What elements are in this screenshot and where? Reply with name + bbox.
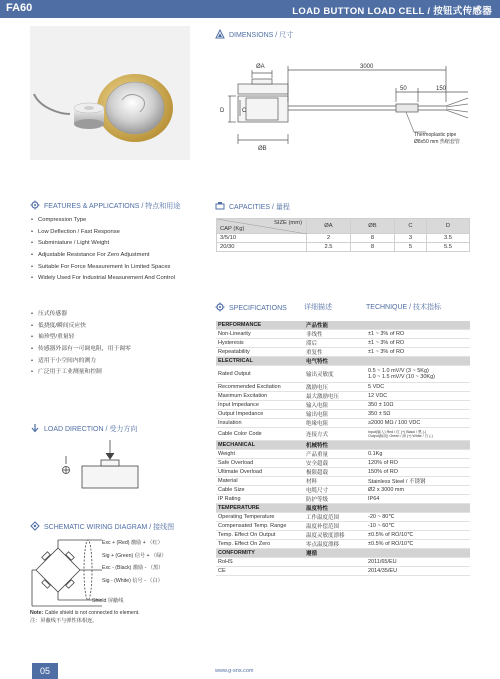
col-header: D [426,219,469,234]
spec-value: IP64 [366,495,470,504]
section-features-title: FEATURES & APPLICATIONS / 特点和用途 [44,203,181,210]
spec-value [366,366,470,383]
table-row [216,392,470,401]
dim-label-a: ØA [256,64,265,70]
spec-value-line: 0.5 ~ 1.0 mV/V (3 ~ 5Kg) [368,368,429,375]
spec-value: ≥2000 MΩ / 100 VDC [366,419,470,428]
table-row [217,234,470,243]
gear-icon [215,302,225,312]
table-row [216,558,470,567]
group-label: TEMPERATURE [216,504,304,513]
table-row [216,513,470,522]
group-row [216,504,470,513]
dimension-drawing [214,56,476,184]
group-label-cn: 电气特性 [304,357,470,366]
table-cell: 5.5 [426,243,469,252]
group-label: PERFORMANCE [216,321,304,330]
color-code-output: Output(输出) Green / 绿 (+) White / 白 (-) [368,434,433,439]
list-item: • 适用于小空间内的测力 [31,356,131,368]
spec-value: 2014/35/EU [366,567,470,576]
spec-name-cn: 温度补偿范围 [304,522,366,531]
wiring-labels [102,537,167,587]
load-direction-diagram [56,436,176,500]
table-cell: 8 [350,234,394,243]
group-label: ELECTRICAL [216,357,304,366]
spec-name: Non-Linearity [216,330,304,339]
dim-label-b: ØB [258,146,267,152]
features-list-en [31,215,175,285]
spec-value: ±1 ~ 3% of RO [366,348,470,357]
wire-sig-plus: Sig + (Green) 信号 + （绿） [102,552,167,559]
table-cell: 3.5 [426,234,469,243]
spec-name: Compensated Temp. Range [216,522,304,531]
spec-name: RoHS [216,558,304,567]
spec-name-cn: 输出灵敏度 [304,366,366,383]
section-wiring [30,521,174,532]
table-header-row [217,219,470,234]
list-item: • 袖珍型/重量轻 [31,332,131,344]
color-code-input: Input(输入) Red / 红 (+) Black / 黑 (-) [368,429,427,434]
spec-name-cn: 工作温度范围 [304,513,366,522]
gear-icon [30,200,40,210]
list-item: • Suitable For Force Measurement In Limited Spaces [31,262,175,274]
group-row [216,549,470,558]
table-row [216,540,470,549]
section-specifications [215,302,287,312]
section-capacities-title: CAPACITIES / 量程 [229,204,290,211]
table-row [216,468,470,477]
capacity-icon [215,201,225,211]
specifications-table [216,321,470,576]
circuit-icon [30,521,40,531]
page-number: 05 [32,663,58,679]
spec-name: Repeatability [216,348,304,357]
spec-name: Hysteresis [216,339,304,348]
table-row [216,477,470,486]
spec-value: -20 ~ 80℃ [366,513,470,522]
table-row [216,567,470,576]
col-header: C [394,219,426,234]
spec-value: ±0.5% of RO/10℃ [366,540,470,549]
spec-name: Weight [216,450,304,459]
spec-name: Temp. Effect On Output [216,531,304,540]
spec-value: 120% of RO [366,459,470,468]
dim-label-c: C [242,108,247,114]
wire-exc-plus: Exc + (Red) 激励 + （红） [102,540,163,546]
spec-cn-title: 详细描述 [304,304,332,311]
dim-label-150: 150 [436,86,447,92]
wiring-note [30,609,140,625]
product-photo-graphic [30,26,190,160]
list-item: • Adjustable Resistance For Zero Adjustment [31,250,175,262]
spec-name: CE [216,567,304,576]
spec-name-cn: 防护等级 [304,495,366,504]
spec-value: ±1 ~ 3% of RO [366,339,470,348]
ruler-triangle-icon [215,29,225,39]
dim-label-d: D [220,108,225,114]
col-header: ØB [350,219,394,234]
table-row [216,459,470,468]
section-load-direction [30,423,137,434]
wire-shield: Shield 屏蔽线 [92,598,124,604]
list-item: • Compression Type [31,215,175,227]
list-item: • 压式传感器 [31,309,131,321]
table-row [216,383,470,392]
note-label: Note: [30,610,44,616]
table-row [216,348,470,357]
spec-value: ±0.5% of RO/10℃ [366,531,470,540]
table-row [216,401,470,410]
spec-value: -10 ~ 60℃ [366,522,470,531]
page-header [0,0,500,18]
spec-name-cn: 非线性 [304,330,366,339]
spec-value: ±1 ~ 3% of RO [366,330,470,339]
spec-name-cn: 激励电压 [304,383,366,392]
section-capacities [215,201,290,212]
group-row [216,321,470,330]
spec-name-cn: 滞后 [304,339,366,348]
table-row [216,366,470,383]
capacities-table [216,218,470,252]
spec-value [366,428,470,441]
spec-value-line: 1.0 ~ 1.5 mV/V (10 ~ 30Kg) [368,374,435,381]
spec-name-cn: 电缆尺寸 [304,486,366,495]
spec-value: 350 ± 10Ω [366,401,470,410]
spec-name-cn: 最大激励电压 [304,392,366,401]
spec-name: Safe Overload [216,459,304,468]
group-label-cn: 遵循 [304,549,470,558]
note-cn: 注：屏蔽线不与弹性体相连。 [30,618,98,624]
table-row [216,450,470,459]
table-row [216,531,470,540]
spec-name-cn: 安全超载 [304,459,366,468]
table-cell: 20/30 [217,243,307,252]
section-specifications-title: SPECIFICATIONS [229,305,287,312]
dim-label-50: 50 [400,86,407,92]
spec-name-cn: 绝缘电阻 [304,419,366,428]
spec-name: Output Impedance [216,410,304,419]
features-list-cn [31,309,131,379]
spec-value: Stainless Steel / 不锈钢 [366,477,470,486]
list-item: • 低挠度/瞬间反应快 [31,321,131,333]
cap-header: CAP (Kg) [220,226,245,232]
table-cell: 3/5/10 [217,234,307,243]
pipe-label-en: Thermoplastic pipe [414,132,457,138]
spec-value: 12 VDC [366,392,470,401]
section-wiring-title: SCHEMATIC WIRING DIAGRAM / 接线图 [44,524,175,531]
spec-name: Cable Size [216,486,304,495]
spec-name-cn: 输入电阻 [304,401,366,410]
section-dimensions-title: DIMENSIONS / 尺寸 [229,32,294,39]
note-en: Cable shield is not connected to element. [43,610,140,616]
spec-name-cn: 温度灵敏度漂移 [304,531,366,540]
spec-value: 2011/65/EU [366,558,470,567]
group-row [216,441,470,450]
table-row [216,339,470,348]
spec-name-cn: 重复性 [304,348,366,357]
spec-name: Maximum Excitation [216,392,304,401]
section-dimensions [215,29,293,40]
spec-value: 5 VDC [366,383,470,392]
spec-name: Input Impedance [216,401,304,410]
spec-name-cn: 连接方式 [304,428,366,441]
table-row [216,428,470,441]
list-item: • 传感器外部有一可调电阻，用于调零 [31,344,131,356]
list-item: • 广泛用于工业测量和控制 [31,367,131,379]
website-link[interactable]: www.g-sns.com [215,668,254,674]
list-item: • Widely Used For Industrial Measurement And Control [31,273,175,285]
spec-name: Recommended Excitation [216,383,304,392]
spec-name: Temp. Effect On Zero [216,540,304,549]
spec-name: Cable Color Code [216,428,304,441]
col-header: ØA [307,219,351,234]
list-item: • Low Deflection / Fast Response [31,227,175,239]
dim-label-3000: 3000 [360,64,374,70]
model-name: FA60 [6,2,33,14]
spec-value: Ø2 x 3000 mm [366,486,470,495]
spec-name-cn: 输出电阻 [304,410,366,419]
pipe-label-cn: Ø8x50 mm 热缩套管 [414,139,460,145]
table-cell: 2.5 [307,243,351,252]
group-label-cn: 产品性能 [304,321,470,330]
spec-value: 150% of RO [366,468,470,477]
list-item: • Subminiature / Light Weight [31,238,175,250]
arrow-down-icon [30,423,40,433]
table-row [216,419,470,428]
group-label-cn: 机械特性 [304,441,470,450]
group-label: MECHANICAL [216,441,304,450]
spec-name: IP Rating [216,495,304,504]
spec-name-cn: 极限超载 [304,468,366,477]
group-label-cn: 温度特性 [304,504,470,513]
product-title: LOAD BUTTON LOAD CELL / 按钮式传感器 [292,6,492,17]
table-row [216,410,470,419]
wire-exc-minus: Exc - (Black) 激励 - （黑） [102,565,164,571]
spec-value: 350 ± 5Ω [366,410,470,419]
spec-name: Operating Temperature [216,513,304,522]
product-photo [30,26,190,160]
spec-value: 0.1Kg [366,450,470,459]
table-cell: 8 [350,243,394,252]
size-header: SIZE (mm) [273,220,302,226]
table-row [216,330,470,339]
spec-name-cn: 零点温度漂移 [304,540,366,549]
table-cell: 3 [394,234,426,243]
spec-name-cn: 产品重量 [304,450,366,459]
technique-title: TECHNIQUE / 技术指标 [366,304,442,311]
spec-name-cn: 材料 [304,477,366,486]
table-row [216,495,470,504]
section-features [30,200,180,211]
spec-name-cn [304,567,366,576]
spec-name: Ultimate Overload [216,468,304,477]
group-row [216,357,470,366]
group-label: CONFORMITY [216,549,304,558]
cap-size-header-cell [217,219,307,234]
table-row [217,243,470,252]
section-load-direction-title: LOAD DIRECTION / 受力方向 [44,426,138,433]
spec-name-cn [304,558,366,567]
spec-name: Material [216,477,304,486]
wire-sig-minus: Sig - (White) 信号 - （白） [102,577,163,584]
table-row [216,486,470,495]
spec-name: Insulation [216,419,304,428]
table-cell: 5 [394,243,426,252]
table-row [216,522,470,531]
spec-name: Rated Output [216,366,304,383]
table-cell: 2 [307,234,351,243]
